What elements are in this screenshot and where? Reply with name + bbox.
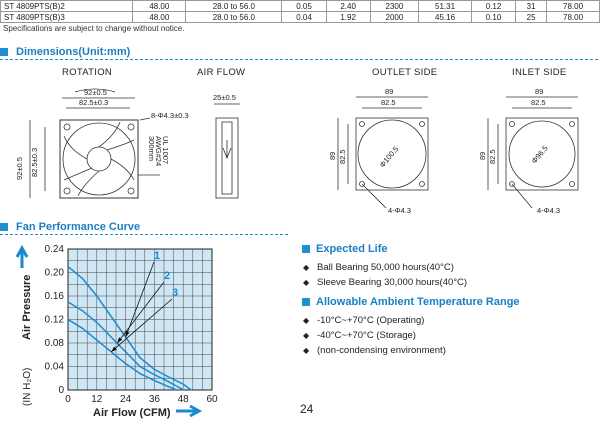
table-cell: 78.00 <box>547 1 600 12</box>
y-tick-label: 0.08 <box>44 338 64 349</box>
table-cell: 28.0 to 56.0 <box>186 1 282 12</box>
expected-life-header <box>302 243 388 255</box>
y-tick-label: 0.04 <box>44 361 64 373</box>
table-cell: 45.16 <box>419 12 472 23</box>
y-axis-unit: (IN H₂O) <box>22 367 33 406</box>
outlet-side-label: OUTLET SIDE <box>372 67 438 78</box>
air-flow-label: AIR FLOW <box>197 67 246 78</box>
inlet-holes: 4-Φ4.3 <box>537 206 561 215</box>
table-cell: 25 <box>516 12 547 23</box>
table-cell: 78.00 <box>547 12 600 23</box>
list-item <box>303 345 446 356</box>
section-marker-icon <box>0 48 8 56</box>
inlet-side-label: INLET SIDE <box>512 67 567 78</box>
table-cell: 2.40 <box>326 1 370 12</box>
list-item-text: -40°C~+70°C (Storage) <box>317 330 416 341</box>
air-flow-drawing <box>214 104 240 198</box>
inlet-drawing <box>488 97 578 208</box>
list-item-text: Ball Bearing 50,000 hours(40°C) <box>317 262 454 273</box>
diamond-bullet-icon: ◆ <box>303 263 310 272</box>
rotation-overall-dim: 92±0.5 <box>84 88 107 97</box>
inlet-side-outer: 89 <box>478 151 487 160</box>
rotation-hole-dia: 8-Φ4.3±0.3 <box>151 111 189 120</box>
list-item <box>303 262 454 273</box>
x-tick-label: 0 <box>65 394 71 405</box>
page-number: 24 <box>300 402 314 416</box>
performance-chart <box>0 236 300 421</box>
y-tick-label: 0.16 <box>44 291 64 302</box>
outlet-outer: 89 <box>385 87 394 96</box>
list-item <box>303 277 467 288</box>
dimensions-title: Dimensions(Unit:mm) <box>16 46 131 58</box>
x-tick-label: 24 <box>120 394 132 405</box>
table-cell: 0.10 <box>471 12 515 23</box>
y-tick-label: 0 <box>58 385 64 396</box>
table-row <box>1 1 600 12</box>
air-flow-depth: 25±0.5 <box>213 93 236 102</box>
performance-title: Fan Performance Curve <box>16 221 141 233</box>
table-cell: 2300 <box>370 1 418 12</box>
outlet-side-outer: 89 <box>328 151 337 160</box>
table-cell: 28.0 to 56.0 <box>186 12 282 23</box>
inlet-diameter: Φ96.5 <box>529 143 550 166</box>
table-cell: 48.00 <box>133 1 186 12</box>
divider <box>0 59 600 60</box>
cable-awg: AWG#24 <box>154 136 163 167</box>
x-tick-label: 36 <box>148 394 160 405</box>
inlet-side-inner: 82.5 <box>488 149 497 164</box>
section-marker-icon <box>302 298 310 306</box>
list-item <box>303 315 424 326</box>
inlet-outer: 89 <box>535 87 544 96</box>
dimensions-header <box>0 45 130 59</box>
outlet-holes: 4-Φ4.3 <box>388 206 412 215</box>
x-tick-label: 48 <box>177 394 189 405</box>
diamond-bullet-icon: ◆ <box>303 278 310 287</box>
diamond-bullet-icon: ◆ <box>303 316 310 325</box>
y-tick-label: 0.24 <box>44 244 64 255</box>
table-cell: 0.04 <box>282 12 326 23</box>
series-2-label: 2 <box>164 270 171 282</box>
spec-note: Specifications are subject to change without notice. <box>3 24 185 33</box>
list-item-text: (non-condensing environment) <box>317 345 446 356</box>
ambient-header <box>302 296 520 308</box>
up-arrow-icon <box>17 248 27 268</box>
cable-type: UL 1007 <box>161 136 170 165</box>
x-axis-label: Air Flow (CFM) <box>93 407 171 419</box>
table-cell: 31 <box>516 1 547 12</box>
list-item-text: -10°C~+70°C (Operating) <box>317 315 425 326</box>
table-row <box>1 12 600 23</box>
rotation-label: ROTATION <box>62 67 113 78</box>
table-cell: 0.12 <box>471 1 515 12</box>
ambient-title: Allowable Ambient Temperature Range <box>316 296 520 308</box>
y-axis-label: Air Pressure <box>21 274 33 340</box>
outlet-side-inner: 82.5 <box>338 149 347 164</box>
table-cell: 1.92 <box>326 12 370 23</box>
table-cell: ST 4809PTS(B)3 <box>1 12 133 23</box>
rotation-side-holes: 82.5±0.3 <box>30 147 39 177</box>
divider <box>0 234 290 235</box>
outlet-diameter: Φ100.5 <box>377 144 401 170</box>
spec-table <box>0 0 600 23</box>
table-cell: ST 4809PTS(B)2 <box>1 1 133 12</box>
list-item-text: Sleeve Bearing 30,000 hours(40°C) <box>317 277 468 288</box>
y-tick-label: 0.20 <box>44 267 64 279</box>
rotation-holes-dim: 82.5±0.3 <box>79 98 109 107</box>
section-marker-icon <box>0 223 8 231</box>
dimension-drawings <box>0 80 600 220</box>
rotation-side-overall: 92±0.5 <box>15 157 24 180</box>
performance-header <box>0 220 140 234</box>
diamond-bullet-icon: ◆ <box>303 346 310 355</box>
diamond-bullet-icon: ◆ <box>303 331 310 340</box>
x-tick-label: 12 <box>91 394 103 405</box>
x-tick-label: 60 <box>206 394 218 405</box>
series-1-label: 1 <box>154 250 161 262</box>
list-item <box>303 330 416 341</box>
cable-length: 300mm <box>147 136 156 162</box>
table-cell: 51.31 <box>419 1 472 12</box>
outlet-drawing <box>338 97 428 208</box>
expected-life-title: Expected Life <box>316 243 388 255</box>
section-marker-icon <box>302 245 310 253</box>
inlet-inner: 82.5 <box>531 98 546 107</box>
series-3-label: 3 <box>172 287 179 299</box>
y-tick-label: 0.12 <box>44 314 64 326</box>
outlet-inner: 82.5 <box>381 98 396 107</box>
table-cell: 48.00 <box>133 12 186 23</box>
table-cell: 2000 <box>370 12 418 23</box>
right-arrow-icon <box>176 406 199 416</box>
table-cell: 0.05 <box>282 1 326 12</box>
